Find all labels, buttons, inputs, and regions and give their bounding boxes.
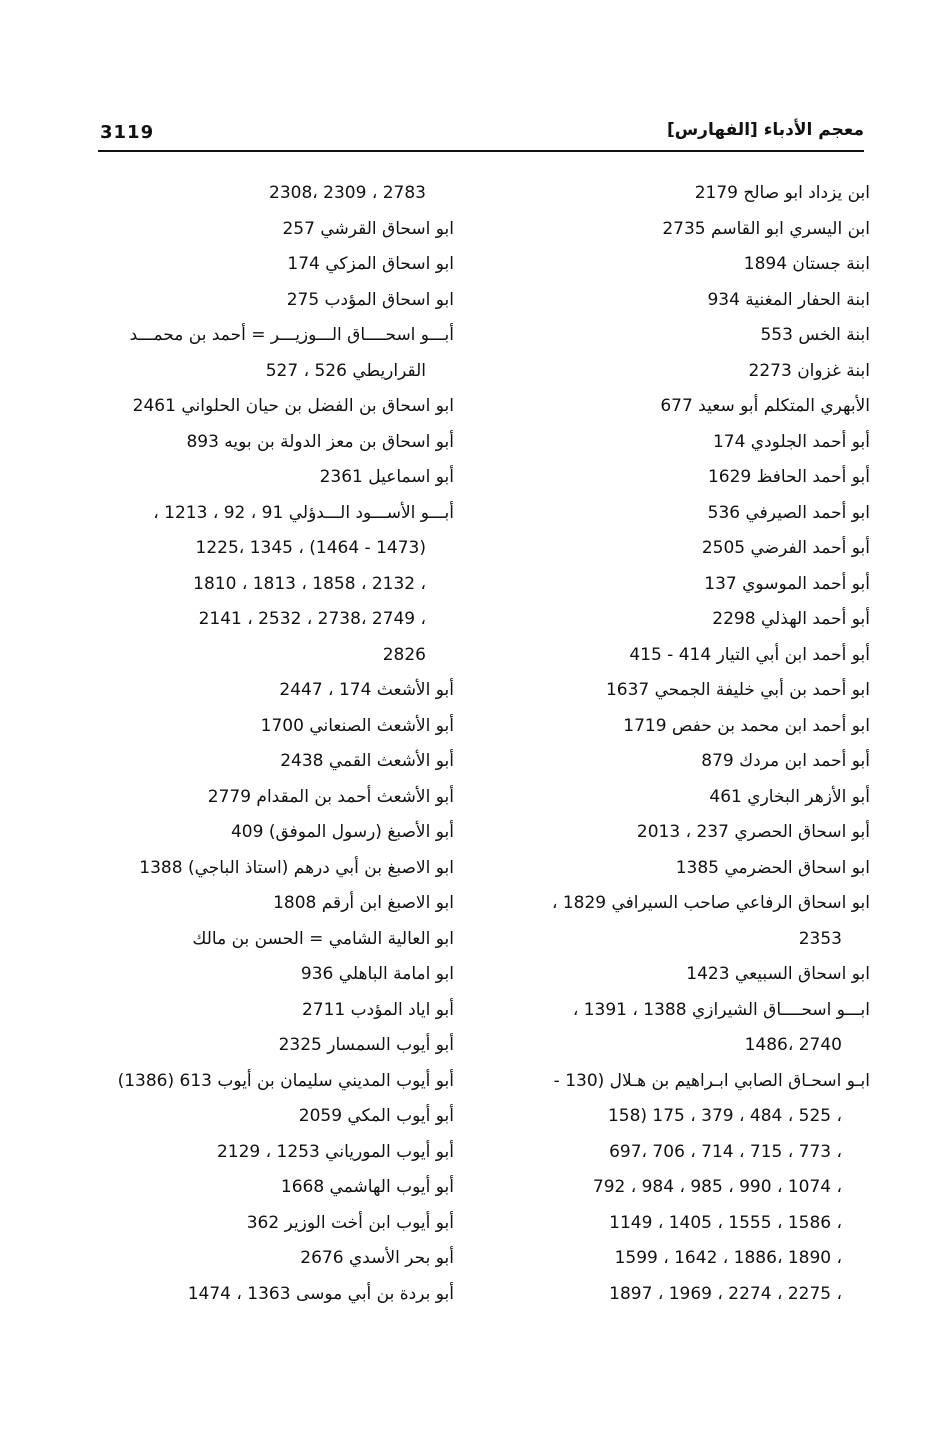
- index-entry-line: ابو اسحاق الرفاعي صاحب السيرافي 1829 ،: [551, 893, 870, 913]
- index-entry-line: ابنة جستان 1894: [743, 254, 870, 274]
- index-entry-line: أبو أحمد ابن مردك 879: [701, 751, 870, 771]
- index-entry-line: أبو أيوب السمسار 2325: [278, 1035, 454, 1055]
- index-entry-line: 2308، 2309 ، 2783: [269, 183, 426, 203]
- index-entry-line: ابو الاصبغ بن أبي درهم (استاذ الباجي) 1388: [139, 857, 454, 878]
- index-entry-line: ابو اسحاق المزكي 174: [287, 254, 454, 274]
- index-entry-line: أبو بحر الأسدي 2676: [300, 1248, 454, 1268]
- index-entry-line: ابو أحمد ابن محمد بن حفص 1719: [623, 715, 870, 736]
- index-entry-line: 1486، 2740: [744, 1035, 842, 1055]
- index-entry-line: أبو أحمد الحافظ 1629: [707, 467, 870, 487]
- index-entry-line: ابنة الحفار المغنية 934: [707, 289, 870, 310]
- index-entry-line: ابو أحمد بن أبي خليفة الجمحي 1637: [605, 680, 870, 700]
- index-entry-line: ابو الاصبغ ابن أرقم 1808: [273, 893, 454, 913]
- index-entry-line: الأبهري المتكلم أبو سعيد 677: [660, 396, 870, 416]
- index-entry-line: أبو الأشعث 174 ، 2447: [279, 680, 454, 700]
- index-entry-line: 1810 ، 1813 ، 1858 ، 2132 ،: [193, 573, 426, 594]
- index-entry-line: أبو أيوب المورياني 1253 ، 2129: [216, 1141, 454, 1162]
- index-entry-line: 1599 ، 1642 ، 1886، 1890 ،: [614, 1248, 842, 1268]
- index-entry-line: ابو اسحاق السبيعي 1423: [686, 964, 870, 984]
- index-entry-line: أبو بردة بن أبي موسى 1363 ، 1474: [187, 1283, 454, 1304]
- index-entry-line: ابـــو اسحــــاق الشيرازي 1388 ، 1391 ،: [572, 999, 870, 1020]
- index-entry-line: ابو اسحاق المؤدب 275: [286, 289, 454, 310]
- index-entry-line: القراريطي 526 ، 527: [265, 360, 426, 381]
- index-entry-line: أبو أحمد الهذلي 2298: [712, 609, 870, 629]
- index-entry-line: أبو أحمد ابن أبي التيار 414 - 415: [629, 644, 870, 665]
- index-entry-line: 792 ، 984 ، 985 ، 990 ، 1074 ،: [592, 1177, 842, 1197]
- index-entry-line: ابو اسحاق بن الفضل بن حيان الحلواني 2461: [132, 396, 454, 416]
- index-entry-line: أبو أيوب ابن أخت الوزير 362: [246, 1212, 454, 1233]
- index-entry-line: 2826: [382, 644, 426, 665]
- index-entry-line: أبو الأشعث أحمد بن المقدام 2779: [207, 786, 454, 807]
- index-entry-line: ابو امامة الباهلي 936: [300, 964, 454, 984]
- index-entry-line: أبو اسحاق بن معز الدولة بن بويه 893: [186, 431, 454, 452]
- book-title: معجم الأدباء [الفهارس]: [666, 120, 864, 140]
- index-entry-line: أبو الأشعث الصنعاني 1700: [260, 715, 454, 736]
- index-entry-line: ابن يزداد ابو صالح 2179: [694, 183, 870, 203]
- page-number: 3119: [100, 122, 155, 143]
- index-entry-line: 1149 ، 1405 ، 1555 ، 1586 ،: [609, 1212, 842, 1233]
- index-entry-line: أبـــو اسحــــاق الـــوزيـــر = أحمد بن محمـــد: [129, 325, 454, 345]
- index-entry-line: ابو أحمد الصيرفي 536: [707, 502, 870, 523]
- index-entry-line: ابو العالية الشامي = الحسن بن مالك: [192, 928, 454, 949]
- index-entry-line: أبو اسحاق الحصري 237 ، 2013: [636, 822, 870, 842]
- index-entry-line: أبو الأزهر البخاري 461: [709, 786, 870, 807]
- index-entry-line: ابو اسحاق الحضرمي 1385: [675, 857, 870, 878]
- index-entry-line: أبو أيوب المديني سليمان بن أيوب 613 (1386): [117, 1070, 454, 1091]
- index-entry-line: ابـو اسحـاق الصابي ابـراهيم بن هـلال (130 -: [553, 1070, 870, 1091]
- index-entry-line: 2141 ، 2532 ، 2738، 2749 ،: [198, 609, 426, 629]
- index-entry-line: أبو أحمد الموسوي 137: [704, 573, 870, 594]
- index-entry-line: ابو اسحاق القرشي 257: [282, 218, 454, 239]
- index-entry-line: أبو الأشعث القمي 2438: [280, 751, 454, 771]
- index-entry-line: ابن اليسري ابو القاسم 2735: [662, 218, 870, 239]
- index-entry-line: أبو اسماعيل 2361: [319, 467, 454, 487]
- index-column-left: [84, 176, 454, 1312]
- index-entry-line: أبو الأصبغ (رسول الموفق) 409: [230, 822, 454, 842]
- index-entry-line: 2353: [798, 928, 842, 949]
- index-entry-line: أبو أيوب الهاشمي 1668: [280, 1177, 454, 1197]
- page-header: [98, 112, 864, 152]
- index-entry-line: 1225، 1345 ، (1464 - 1473): [195, 538, 426, 558]
- index-entry-line: أبو أيوب المكي 2059: [298, 1106, 454, 1126]
- index-entry-line: أبو أحمد الفرضي 2505: [701, 538, 870, 558]
- index-entry-line: 158) 175 ، 379 ، 484 ، 525 ،: [607, 1106, 842, 1126]
- index-entry-line: 1897 ، 1969 ، 2274 ، 2275 ،: [609, 1283, 842, 1304]
- index-entry-line: أبو اياد المؤدب 2711: [301, 999, 454, 1020]
- index-column-right: [490, 176, 870, 1312]
- index-entry-line: أبـــو الأســـود الـــدؤلي 91 ، 92 ، 1213 ،: [153, 502, 454, 523]
- index-entry-line: ابنة الخس 553: [760, 325, 870, 345]
- index-entry-line: أبو أحمد الجلودي 174: [712, 431, 870, 452]
- index-entry-line: ابنة غزوان 2273: [748, 360, 870, 381]
- index-entry-line: 697، 706 ، 714 ، 715 ، 773 ،: [609, 1141, 842, 1162]
